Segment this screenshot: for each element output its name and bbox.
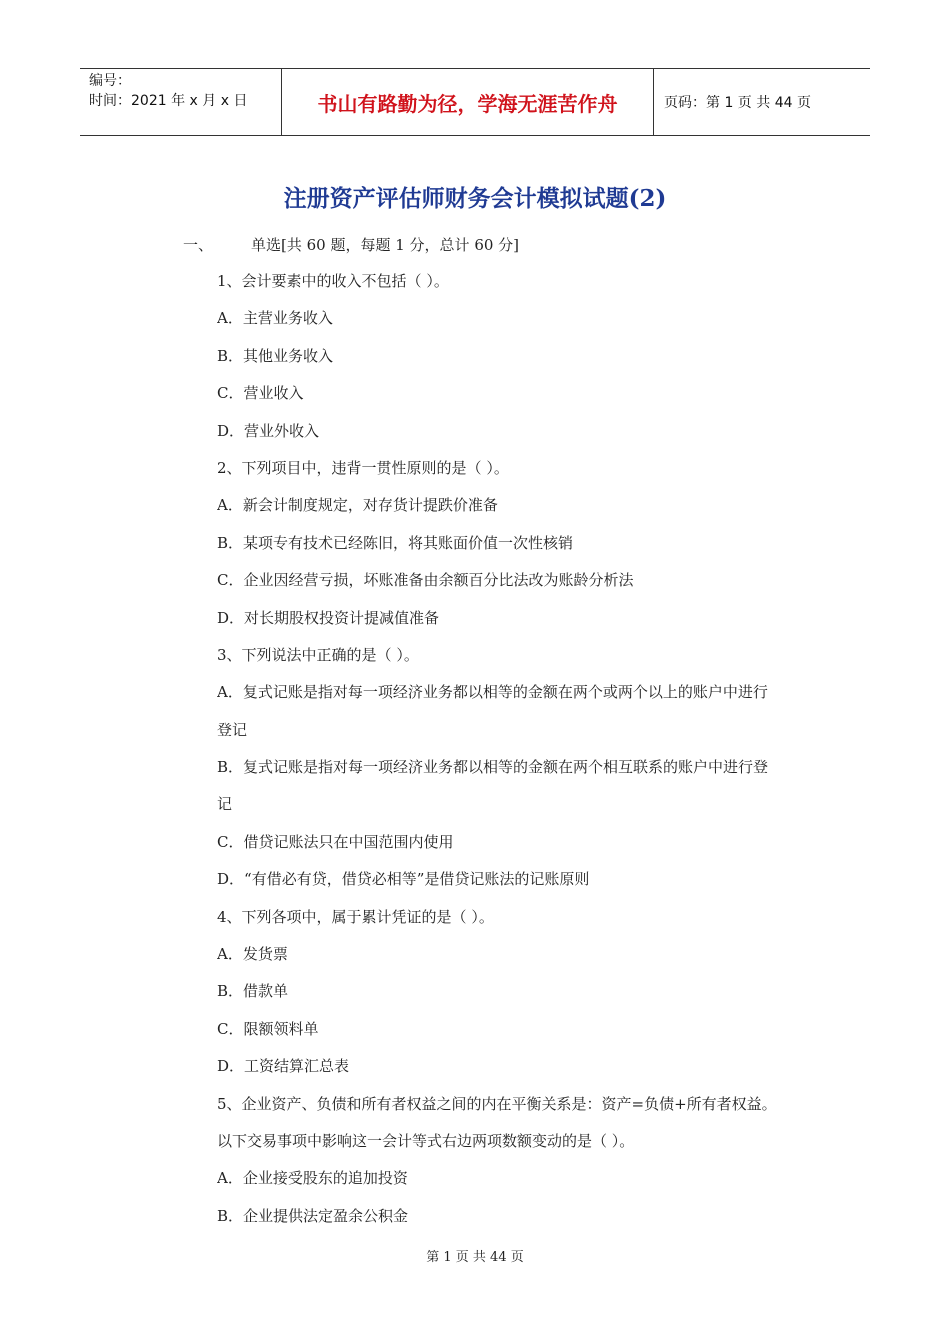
text-line: 4、下列各项中，属于累计凭证的是（ ）。 xyxy=(217,907,494,926)
text-line: D．工资结算汇总表 xyxy=(217,1057,350,1076)
header-meta xyxy=(80,69,281,135)
section-number: 一、 xyxy=(183,236,214,254)
text-line: 1、会计要素中的收入不包括（ ）。 xyxy=(217,272,449,290)
text-line: C．企业因经营亏损，坏账准备由余额百分比法改为账龄分析法 xyxy=(217,571,634,590)
text-line: A．企业接受股东的追加投资 xyxy=(217,1169,408,1188)
text-line: D．对长期股权投资计提减值准备 xyxy=(217,608,440,627)
text-line: B．借款单 xyxy=(217,982,289,1001)
header-page-info: 页码：第 1 页 共 44 页 xyxy=(664,95,811,111)
page-footer: 第 1 页 共 44 页 xyxy=(426,1250,524,1265)
text-line: A．主营业务收入 xyxy=(217,309,333,328)
text-line: 3、下列说法中正确的是（ ）。 xyxy=(217,645,419,664)
page-header xyxy=(80,68,870,136)
document-title: 注册资产评估师财务会计模拟试题(2) xyxy=(283,185,667,212)
document-date: 时间：2021 年 x 月 x 日 xyxy=(89,93,248,109)
text-line: B．某项专有技术已经陈旧，将其账面价值一次性核销 xyxy=(217,533,574,552)
question-list xyxy=(217,263,857,1235)
text-line: D．“有借必有贷，借贷必相等”是借贷记账法的记账原则 xyxy=(217,870,590,889)
text-line: C．限额领料单 xyxy=(217,1019,319,1038)
text-line: B．企业提供法定盈余公积金 xyxy=(217,1206,409,1225)
text-line: 5、企业资产、负债和所有者权益之间的内在平衡关系是：资产=负债+所有者权益。 xyxy=(217,1094,777,1113)
document-number-label: 编号： xyxy=(89,73,131,89)
text-line: B．其他业务收入 xyxy=(217,346,334,365)
text-line: C．借贷记账法只在中国范围内使用 xyxy=(217,832,454,851)
text-line: C．营业收入 xyxy=(217,384,304,403)
section-heading xyxy=(183,234,519,255)
text-line: 登记 xyxy=(217,720,248,739)
text-line: A．发货票 xyxy=(217,945,288,964)
text-line: B．复式记账是指对每一项经济业务都以相等的金额在两个相互联系的账户中进行登 xyxy=(217,758,769,777)
text-line: D．营业外收入 xyxy=(217,421,320,440)
text-line: 2、下列项目中，违背一贯性原则的是（ ）。 xyxy=(217,458,509,477)
text-line: A．新会计制度规定，对存货计提跌价准备 xyxy=(217,496,498,515)
text-line: 以下交易事项中影响这一会计等式右边两项数额变动的是（ ）。 xyxy=(217,1131,635,1150)
text-line: A．复式记账是指对每一项经济业务都以相等的金额在两个或两个以上的账户中进行 xyxy=(217,683,768,702)
header-motto: 书山有路勤为径，学海无涯苦作舟 xyxy=(281,69,654,135)
text-line: 记 xyxy=(217,795,233,814)
section-description: 单选[共 60 题，每题 1 分，总计 60 分] xyxy=(251,236,520,254)
